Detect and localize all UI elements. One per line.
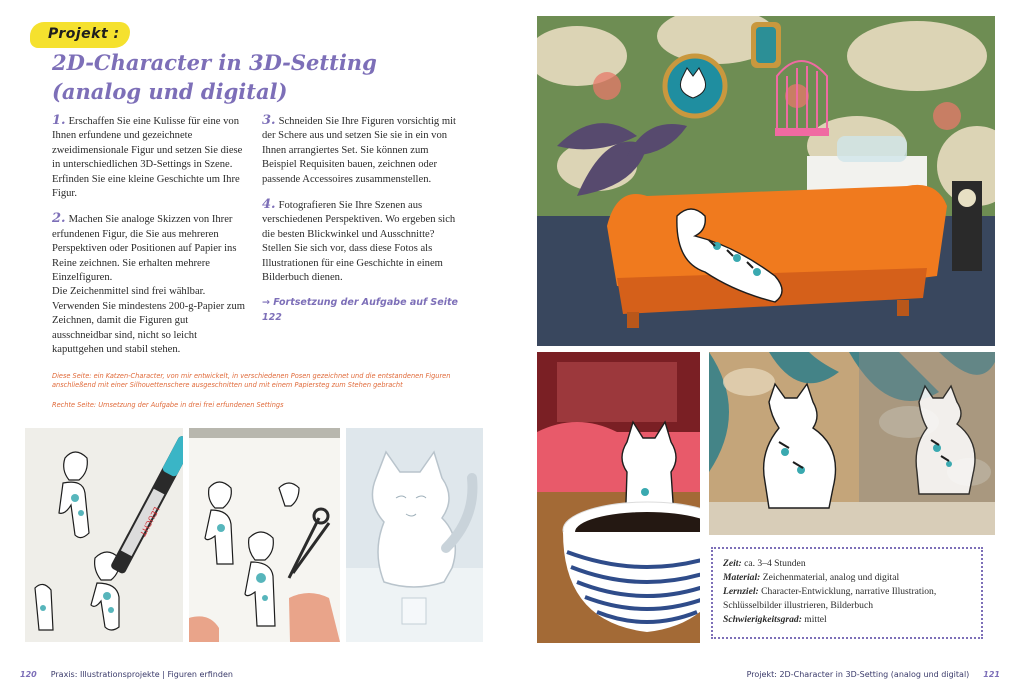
footer-right: [747, 670, 1014, 679]
caption-this-page: Diese Seite: ein Katzen-Character, von mir entwickelt, in verschiedenen Posen gezeichnet und die entstandenen Figuren anschließend mit einer Silhouettenschere ausgeschnitten und mit einem Papiersteg zum Stehen gebracht: [52, 372, 451, 389]
page-title: [52, 48, 472, 106]
photo-standing-cutout: [346, 428, 483, 642]
photo-cat-on-sofa: [537, 16, 995, 346]
footer-text-left: Praxis: Illustrationsprojekte | Figuren erfinden: [50, 670, 233, 679]
photo-cutting-figure: [189, 428, 340, 642]
info-learning-goal-value: Character-Entwicklung, narrative Illustration, Schlüsselbilder illustrieren, Bilderbuch: [723, 586, 937, 611]
pen-label: LEUCHT: [137, 505, 161, 538]
info-time-value: ca. 3–4 Stunden: [744, 558, 806, 569]
info-material-value: Zeichenmaterial, analog und digital: [762, 572, 900, 583]
step-text: Erschaffen Sie eine Kulisse für eine von Ihnen erfundene und gezeichnete zweidimensionale Figur und setzen Sie diese in unterschiedlichen 3D-Settings in Szene. Erfinden Sie eine kleine Geschichte um Ihre Figur.: [52, 116, 243, 200]
photo-cats-mirror: [709, 352, 995, 535]
title-line-1: 2D-Character in 3D-Setting: [52, 50, 377, 75]
caption-right-page: Rechte Seite: Umsetzung der Aufgabe in drei frei erfundenen Settings: [52, 401, 284, 409]
info-time: [723, 557, 971, 571]
photo-cat-sketches: [25, 428, 183, 642]
project-tag: Projekt :: [30, 22, 130, 48]
info-material: [723, 571, 971, 585]
step-4: [262, 198, 462, 285]
photo-cat-in-cup: [537, 352, 700, 643]
step-number: 3.: [262, 113, 276, 128]
info-difficulty: [723, 613, 971, 627]
step-text: Machen Sie analoge Skizzen von Ihrer erfundenen Figur, die Sie aus mehreren Perspektiven oder Positionen auf Papier ins Reine zeichnen. Sie erhalten mehrere Einzelfiguren.: [52, 214, 237, 284]
text-column-left: [52, 114, 248, 369]
title-line-2: (analog und digital): [52, 79, 288, 104]
step-2-continued: Die Zeichenmittel sind frei wählbar. Verwenden Sie mindestens 200-g-Papier zum Zeichnen, damit die Figuren gut ausschneidbar sind, nicht so leicht kaputtgehen und stabil stehen.: [52, 286, 245, 356]
step-number: 2.: [52, 211, 66, 227]
text-column-right: [262, 114, 462, 336]
step-number: 1.: [52, 113, 66, 128]
step-3: [262, 114, 462, 187]
project-info-box: [711, 547, 983, 639]
page-number-left: 120: [20, 670, 37, 679]
step-2: [52, 212, 248, 285]
info-difficulty-label: Schwierigkeitsgrad:: [723, 614, 802, 625]
step-text: Fotografieren Sie Ihre Szenen aus verschiedenen Perspektiven. Wo ergeben sich die besten Blickwinkel und Ausschnitte? Stellen Sie sich vor, dass diese Fotos als Illustrationen für eine Geschichte in einem Bilderbuch dienen.: [262, 200, 456, 284]
page-number-right: 121: [983, 670, 1000, 679]
step-text: Schneiden Sie Ihre Figuren vorsichtig mit der Schere aus und setzen Sie sie in ein von Ihnen arrangiertes Set. Sie können zum Beispiel Requisiten bauen, zeichnen oder passende Accessoires zusammenstellen.: [262, 116, 456, 185]
continuation-link[interactable]: → Fortsetzung der Aufgabe auf Seite 122: [262, 297, 458, 323]
step-1: [52, 114, 248, 201]
step-number: 4.: [262, 197, 276, 213]
info-material-label: Material:: [723, 572, 761, 583]
footer-text-right: Projekt: 2D-Character in 3D-Setting (analog und digital): [746, 670, 970, 679]
footer-left: [6, 670, 233, 679]
info-difficulty-value: mittel: [804, 614, 827, 625]
info-learning-goal: [723, 585, 971, 613]
info-time-label: Zeit:: [723, 558, 742, 569]
info-learning-goal-label: Lernziel:: [723, 586, 759, 597]
